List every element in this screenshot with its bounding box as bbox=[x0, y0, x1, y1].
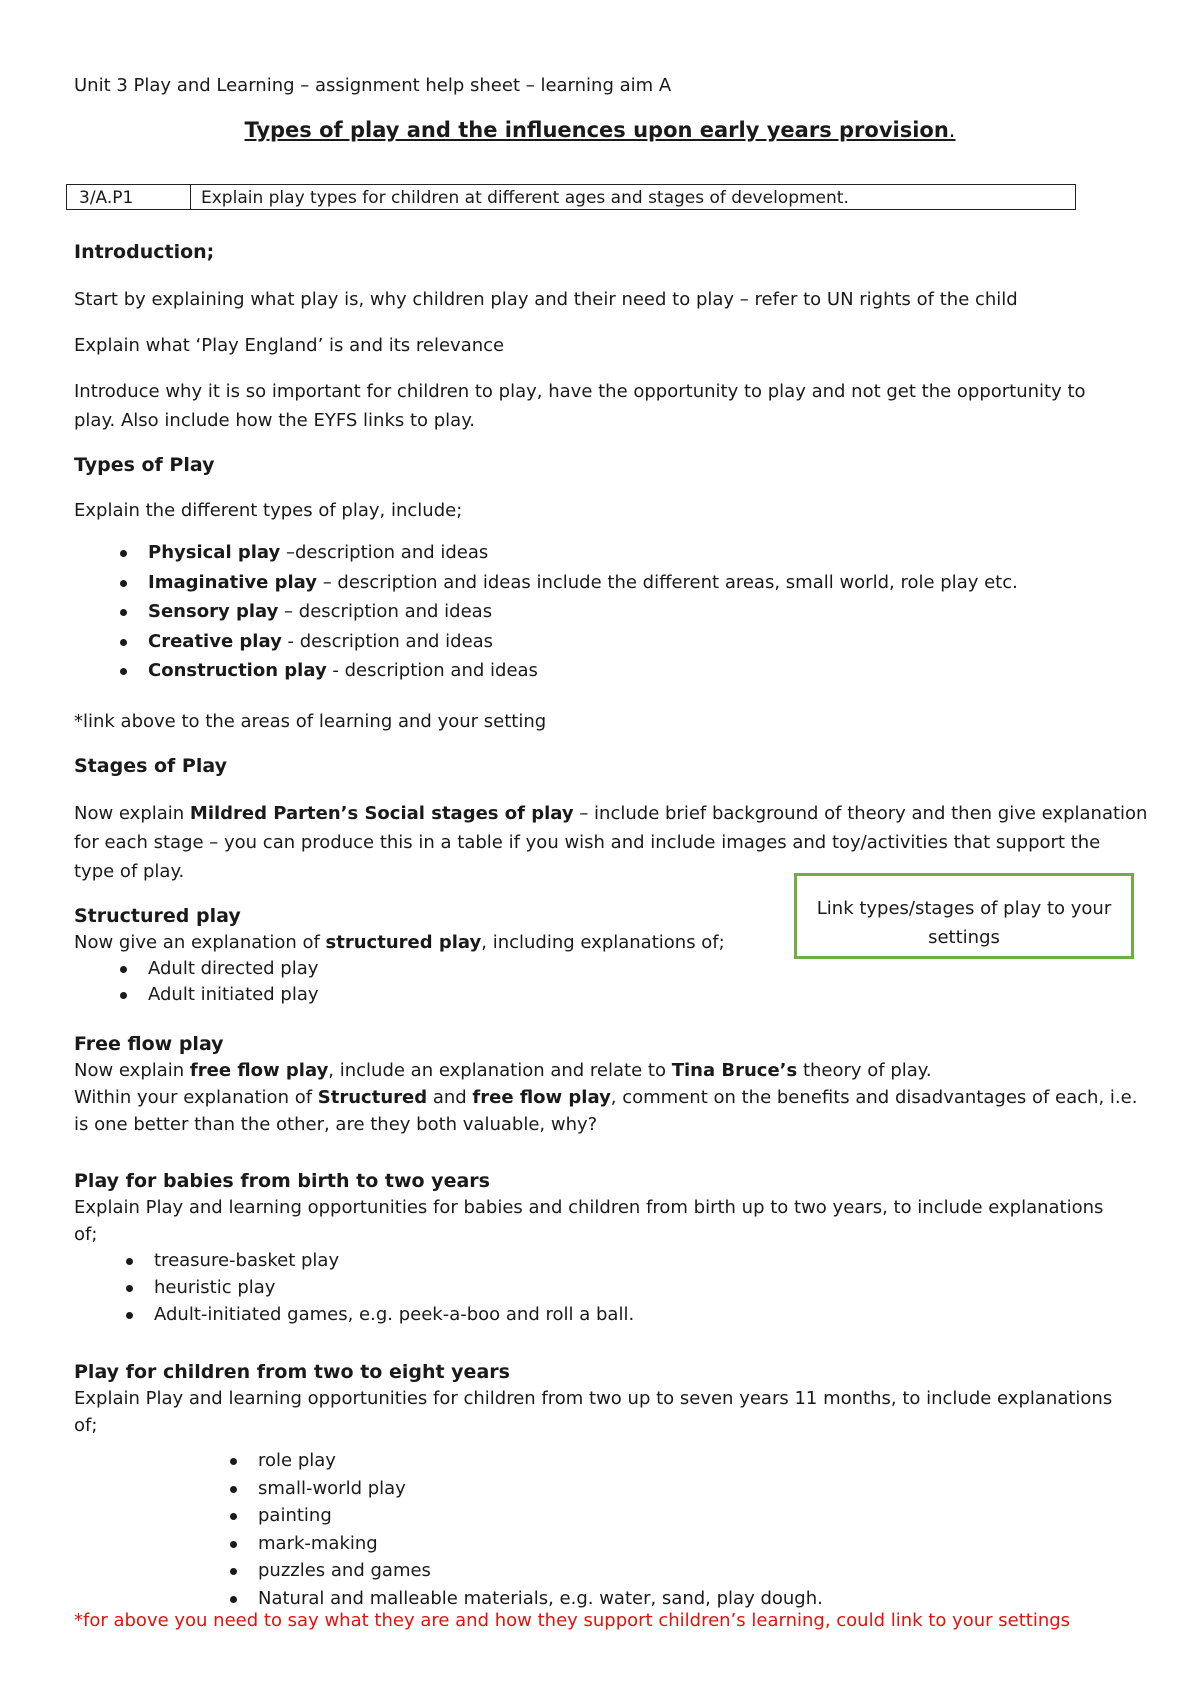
criteria-text: Explain play types for children at different ages and stages of development. bbox=[201, 188, 849, 208]
list-item: puzzles and games bbox=[258, 1560, 823, 1588]
page-title bbox=[0, 118, 1200, 143]
babies-heading: Play for babies from birth to two years bbox=[74, 1170, 490, 1192]
list-item: role play bbox=[258, 1450, 823, 1478]
intro-paragraph-2: Explain what ‘Play England’ is and its relevance bbox=[74, 335, 505, 356]
list-item: painting bbox=[258, 1505, 823, 1533]
list-item: heuristic play bbox=[154, 1277, 634, 1304]
intro-paragraph-1: Start by explaining what play is, why children play and their need to play – refer to UN rights of the child bbox=[74, 289, 1018, 310]
children-line-1: Explain Play and learning opportunities for children from two up to seven years 11 months, to include explanations bbox=[74, 1388, 1113, 1409]
list-item: mark-making bbox=[258, 1533, 823, 1561]
free-flow-play-heading: Free flow play bbox=[74, 1033, 224, 1055]
list-item: Construction play - description and ideas bbox=[148, 660, 1018, 690]
title-suffix: . bbox=[948, 118, 956, 142]
babies-line-1: Explain Play and learning opportunities for babies and children from birth up to two years, to include explanations bbox=[74, 1197, 1104, 1218]
introduction-heading: Introduction; bbox=[74, 241, 215, 263]
structured-play-heading: Structured play bbox=[74, 905, 241, 927]
children-red-note: *for above you need to say what they are and how they support children’s learning, could link to your settings bbox=[74, 1610, 1071, 1631]
stages-of-play-heading: Stages of Play bbox=[74, 755, 227, 777]
babies-line-2: of; bbox=[74, 1224, 98, 1245]
list-item: Adult directed play bbox=[148, 958, 319, 984]
list-item: Creative play - description and ideas bbox=[148, 631, 1018, 661]
structured-list bbox=[148, 958, 319, 1010]
babies-list bbox=[154, 1250, 634, 1331]
list-item: Natural and malleable materials, e.g. water, sand, play dough. bbox=[258, 1588, 823, 1616]
list-item: Sensory play – description and ideas bbox=[148, 601, 1018, 631]
freeflow-line-1: Now explain free flow play, include an explanation and relate to Tina Bruce’s theory of play. bbox=[74, 1060, 932, 1081]
title-text: Types of play and the influences upon early years provision bbox=[244, 118, 949, 142]
structured-lead: Now give an explanation of structured play, including explanations of; bbox=[74, 932, 725, 953]
list-item: Physical play –description and ideas bbox=[148, 542, 1018, 572]
children-line-2: of; bbox=[74, 1415, 98, 1436]
types-lead: Explain the different types of play, include; bbox=[74, 500, 463, 521]
settings-note-box bbox=[794, 873, 1134, 959]
list-item: treasure-basket play bbox=[154, 1250, 634, 1277]
children-heading: Play for children from two to eight years bbox=[74, 1361, 510, 1383]
stages-line-3: type of play. bbox=[74, 861, 185, 882]
note-box-line-2: settings bbox=[928, 926, 1000, 948]
note-box-line-1: Link types/stages of play to your bbox=[816, 898, 1112, 919]
criteria-code: 3/A.P1 bbox=[67, 185, 191, 209]
freeflow-line-2: Within your explanation of Structured and free flow play, comment on the benefits and disadvantages of each, i.e. bbox=[74, 1087, 1138, 1108]
stages-line-2: for each stage – you can produce this in a table if you wish and include images and toy/activities that support the bbox=[74, 832, 1101, 853]
stages-line-1: Now explain Mildred Parten’s Social stages of play – include brief background of theory and then give explanation bbox=[74, 803, 1148, 824]
document-header: Unit 3 Play and Learning – assignment help sheet – learning aim A bbox=[74, 75, 672, 96]
criteria-table bbox=[66, 184, 1076, 210]
list-item: Imaginative play – description and ideas include the different areas, small world, role play etc. bbox=[148, 572, 1018, 602]
children-list bbox=[258, 1450, 823, 1615]
types-of-play-heading: Types of Play bbox=[74, 454, 215, 476]
list-item: Adult-initiated games, e.g. peek-a-boo and roll a ball. bbox=[154, 1304, 634, 1331]
types-note: *link above to the areas of learning and your setting bbox=[74, 711, 547, 732]
freeflow-line-3: is one better than the other, are they both valuable, why? bbox=[74, 1114, 598, 1135]
intro-paragraph-3-line-1: Introduce why it is so important for children to play, have the opportunity to play and not get the opportunity to bbox=[74, 381, 1086, 402]
intro-paragraph-3-line-2: play. Also include how the EYFS links to play. bbox=[74, 410, 476, 431]
list-item: small-world play bbox=[258, 1478, 823, 1506]
types-list bbox=[148, 542, 1018, 690]
list-item: Adult initiated play bbox=[148, 984, 319, 1010]
